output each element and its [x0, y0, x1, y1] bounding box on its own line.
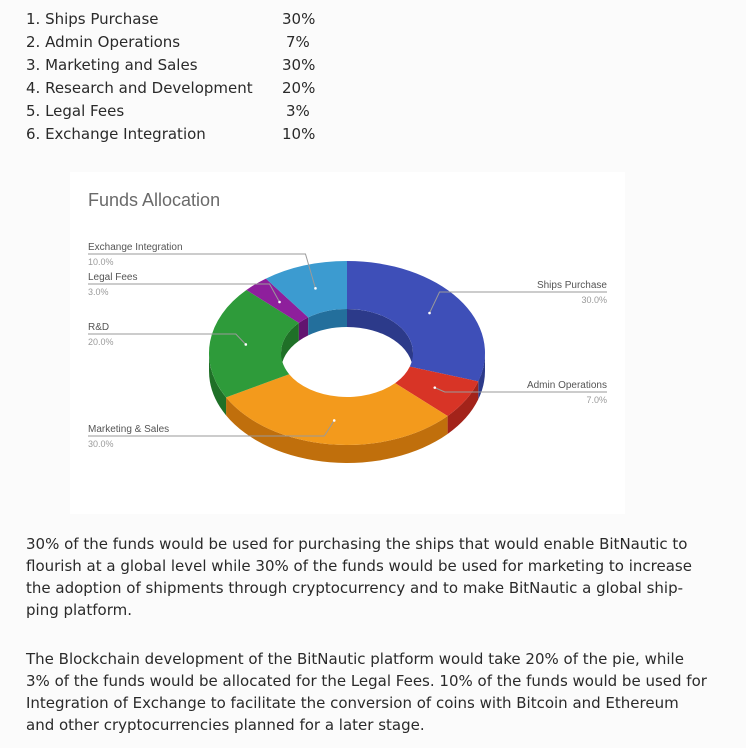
paragraph-line: 30% of the funds would be used for purchasing the ships that would enable BitNautic to: [26, 535, 688, 553]
allocation-percent: 10%: [282, 125, 316, 143]
slice-label-marketing-sales: Marketing & Sales: [88, 424, 170, 435]
paragraph-funds-usage: [26, 533, 720, 621]
slice-value-marketing-sales: 30.0%: [88, 439, 114, 449]
slice-value-exchange-integration: 10.0%: [88, 257, 114, 267]
paragraph-line: The Blockchain development of the BitNautic platform would take 20% of the pie, while: [26, 650, 684, 668]
slice-label-ships-purchase: Ships Purchase: [536, 280, 607, 291]
allocation-label: 5. Legal Fees: [26, 102, 125, 120]
allocation-label: 4. Research and Development: [26, 79, 253, 97]
paragraph-line: ping platform.: [26, 601, 132, 619]
slice-value-r-d: 20.0%: [88, 337, 114, 347]
allocation-percent: 7%: [286, 33, 310, 51]
paragraph-line: 3% of the funds would be allocated for the Legal Fees. 10% of the funds would be used for: [26, 672, 707, 690]
slice-marker-r-d: [245, 343, 248, 346]
donut-chart-svg: [70, 172, 625, 514]
funds-allocation-chart: [70, 172, 625, 514]
allocation-list: [26, 8, 326, 146]
slice-marker-admin-operations: [433, 386, 436, 389]
slice-marker-exchange-integration: [314, 287, 317, 290]
slice-marker-marketing-sales: [333, 419, 336, 422]
paragraph-line: Integration of Exchange to facilitate the conversion of coins with Bitcoin and Ethereum: [26, 694, 679, 712]
slice-label-legal-fees: Legal Fees: [88, 272, 138, 283]
allocation-percent: 30%: [282, 10, 316, 28]
chart-title: Funds Allocation: [88, 190, 221, 210]
slice-label-admin-operations: Admin Operations: [526, 380, 607, 391]
allocation-percent: 30%: [282, 56, 316, 74]
slice-marker-legal-fees: [278, 301, 281, 304]
allocation-label: 3. Marketing and Sales: [26, 56, 198, 74]
list-item: [26, 77, 326, 100]
list-item: [26, 8, 326, 31]
slice-value-legal-fees: 3.0%: [88, 287, 109, 297]
paragraph-line: flourish at a global level while 30% of the funds would be used for marketing to increase: [26, 557, 692, 575]
paragraph-line: and other cryptocurrencies planned for a later stage.: [26, 716, 425, 734]
slice-label-exchange-integration: Exchange Integration: [88, 242, 183, 253]
allocation-percent: 3%: [286, 102, 310, 120]
paragraph-line: the adoption of shipments through cryptocurrency and to make BitNautic a global ship-: [26, 579, 684, 597]
list-item: [26, 100, 326, 123]
slice-value-admin-operations: 7.0%: [586, 395, 607, 405]
list-item: [26, 31, 326, 54]
allocation-label: 6. Exchange Integration: [26, 125, 206, 143]
allocation-label: 1. Ships Purchase: [26, 10, 159, 28]
list-item: [26, 123, 326, 146]
paragraph-development: [26, 648, 720, 736]
allocation-label: 2. Admin Operations: [26, 33, 181, 51]
list-item: [26, 54, 326, 77]
allocation-percent: 20%: [282, 79, 316, 97]
slice-label-r-d: R&D: [88, 322, 110, 333]
slice-value-ships-purchase: 30.0%: [581, 295, 607, 305]
slice-marker-ships-purchase: [428, 312, 431, 315]
